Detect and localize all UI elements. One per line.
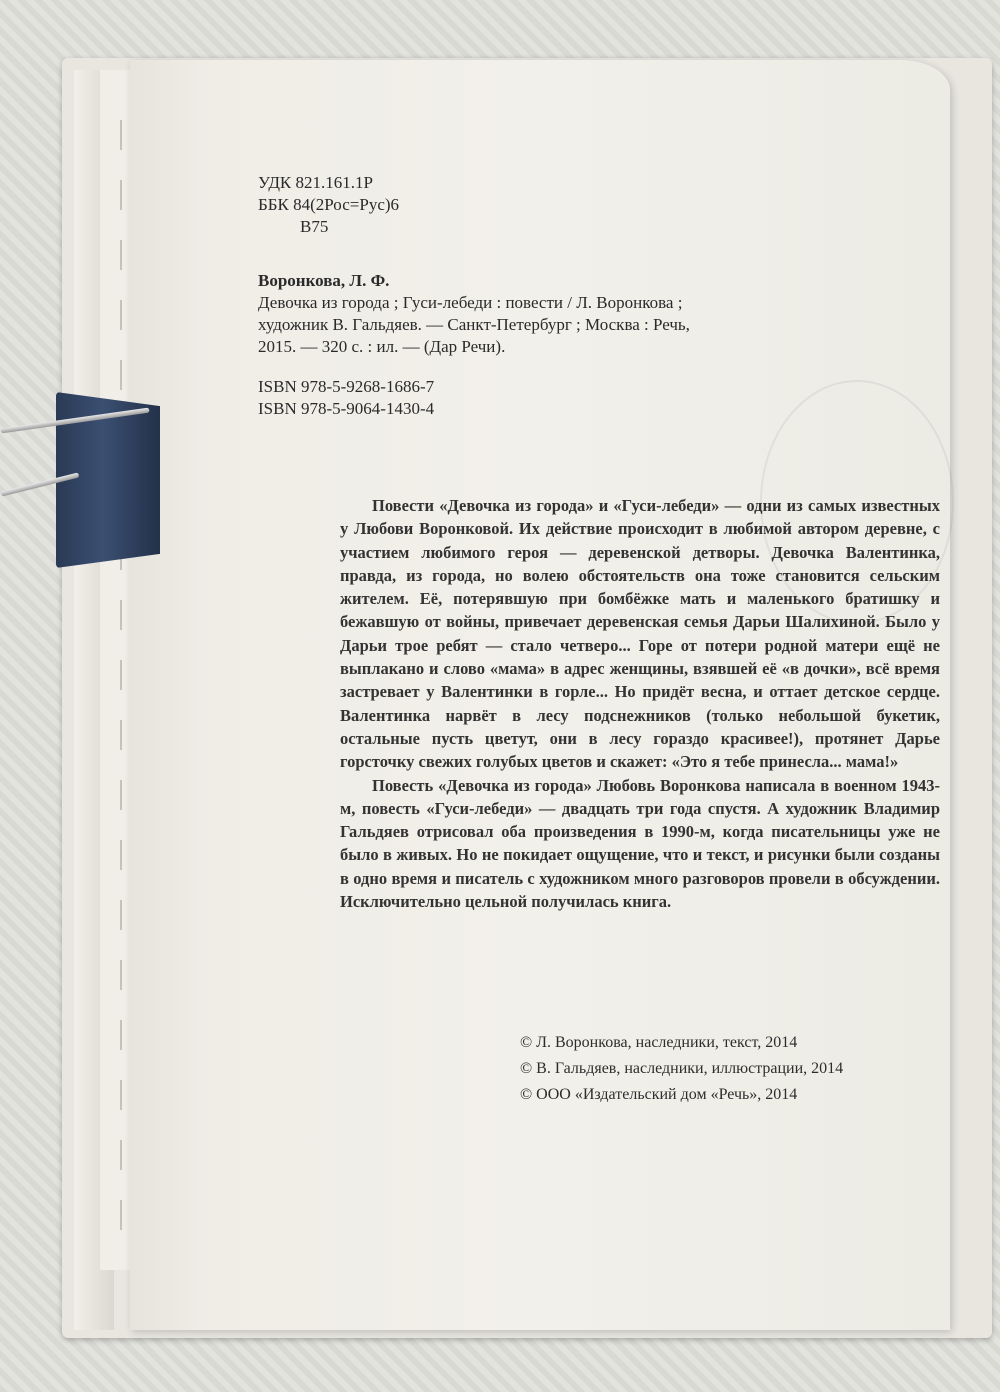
bib-line: художник В. Гальдяев. — Санкт-Петербург ; Москва : Речь,: [258, 315, 690, 334]
annotation: [340, 494, 940, 913]
bib-line: Девочка из города ; Гуси-лебеди : повести / Л. Воронкова ;: [258, 293, 683, 312]
catalog-codes: [258, 172, 399, 238]
author-sign-code: В75: [300, 217, 329, 236]
isbn-number: ISBN 978-5-9268-1686-7: [258, 377, 435, 396]
udk-code: УДК 821.161.1Р: [258, 173, 373, 192]
copyright-block: [520, 1030, 843, 1108]
isbn-block: [258, 376, 434, 420]
author-heading: Воронкова, Л. Ф.: [258, 271, 390, 290]
binding-thread: [120, 120, 122, 1250]
isbn-number: ISBN 978-5-9064-1430-4: [258, 399, 435, 418]
bbk-code: ББК 84(2Рос=Рус)6: [258, 195, 400, 214]
bibliographic-record: [258, 270, 690, 358]
bib-line: 2015. — 320 с. : ил. — (Дар Речи).: [258, 337, 506, 356]
copyright-line: © Л. Воронкова, наследники, текст, 2014: [520, 1034, 798, 1051]
copyright-line: © В. Гальдяев, наследники, иллюстрации, 2014: [520, 1060, 844, 1077]
annotation-paragraph: Повести «Девочка из города» и «Гуси-лебеди» — одни из самых известных у Любови Воронковой. Их действие происходит в любимой автором деревне, с участием любимого героя — деревенской детворы. Девочка Валентинка, правда, из города, но волею обстоятельств она тоже становится сельским жителем. Её, потерявшую при бомбёжке мать и маленького братишку и бежавшую от войны, привечает деревенская семья Дарьи Шалихиной. Было у Дарьи трое ребят — стало четверо... Горе от потери родной матери ещё не выплакано и слово «мама» в адрес женщины, взявшей её «в дочки», всё время застревает у Валентинки в горле... Но придёт весна, и оттает детское сердце. Валентинка нарвёт в лесу подснежников (только небольшой букетик, остальные пусть цветут, они в лесу гораздо красивее!), протянет Дарье горсточку свежих голубых цветов и скажет: «Это я тебе принесла... мама!»: [340, 496, 940, 772]
copyright-line: © ООО «Издательский дом «Речь», 2014: [520, 1086, 798, 1103]
annotation-paragraph: Повесть «Девочка из города» Любовь Воронкова написала в военном 1943-м, повесть «Гуси-лебеди» — двадцать три года спустя. А художник Владимир Гальдяев отрисовал оба произведения в 1990-м, когда писательницы уже не было в живых. Но не покидает ощущение, что и текст, и рисунки были созданы в одно время и писатель с художником много разговоров провели в обсуждении. Исключительно цельной получилась книга.: [340, 775, 940, 912]
